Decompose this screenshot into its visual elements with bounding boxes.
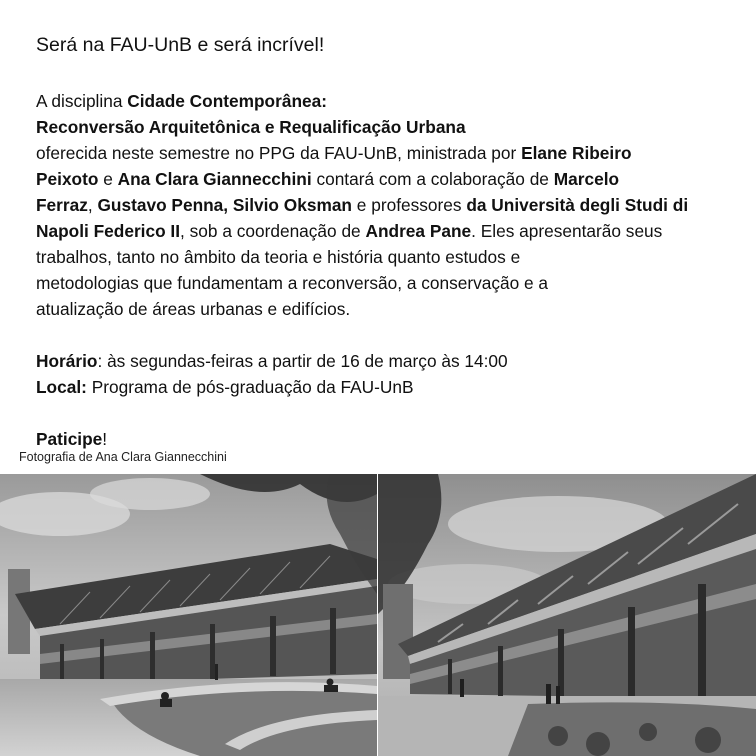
headline: Será na FAU-UnB e será incrível! (36, 34, 325, 56)
location-line (36, 374, 726, 400)
intro-text: contará com a colaboração de (311, 169, 554, 189)
schedule-line (36, 348, 726, 374)
collaborator-name: Gustavo Penna, Silvio Oksman (97, 195, 352, 215)
cta-bold: Paticipe (36, 429, 103, 449)
intro-text: e (98, 169, 118, 189)
intro-text: oferecida neste semestre no PPG da FAU-UnB, ministrada por (36, 143, 522, 163)
instructor-name: Peixoto (36, 169, 99, 189)
building-photo-left (0, 474, 377, 756)
course-subtitle: Reconversão Arquitetônica e Requalificação Urbana (36, 117, 466, 137)
university-name: da Università degli Studi di (466, 195, 689, 215)
location-label: Local: (36, 377, 87, 397)
course-title: Cidade Contemporânea: (127, 91, 327, 111)
photo-caption: Fotografia de Ana Clara Giannecchini (19, 450, 227, 464)
intro-text: e professores (352, 195, 467, 215)
intro-text: , (87, 195, 98, 215)
building-photo-right (378, 474, 756, 756)
collaborator-name: Ferraz (36, 195, 88, 215)
intro-text: . Eles apresentarão seus (471, 221, 663, 241)
coordinator-name: Andrea Pane (365, 221, 472, 241)
schedule-value: : às segundas-feiras a partir de 16 de março às 14:00 (97, 351, 508, 371)
schedule-label: Horário (36, 351, 98, 371)
description-paragraph (36, 88, 726, 452)
intro-text: trabalhos, tanto no âmbito da teoria e história quanto estudos e (36, 247, 521, 267)
intro-text: atualização de áreas urbanas e edifícios. (36, 299, 351, 319)
intro-text: metodologias que fundamentam a reconversão, a conservação e a (36, 273, 549, 293)
call-to-action (36, 426, 726, 452)
announcement-text (36, 32, 726, 452)
instructor-name: Ana Clara Giannecchini (117, 169, 312, 189)
intro-text: A disciplina (36, 91, 128, 111)
location-value: Programa de pós-graduação da FAU-UnB (86, 377, 414, 397)
cta-punct: ! (102, 429, 108, 449)
intro-text: , sob a coordenação de (180, 221, 366, 241)
instructor-name: Elane Ribeiro (521, 143, 632, 163)
university-name: Napoli Federico II (36, 221, 181, 241)
collaborator-name: Marcelo (553, 169, 620, 189)
